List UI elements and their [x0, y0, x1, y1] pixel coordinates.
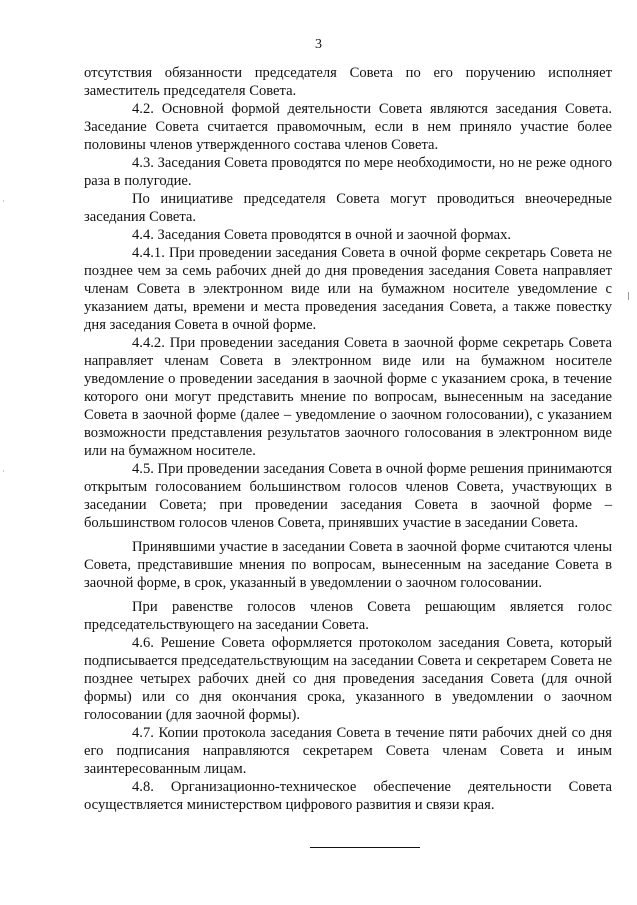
paragraph-4-4-1: 4.4.1. При проведении заседания Совета в очной форме секретарь Совета не позднее чем за семь рабочих дней до дня проведения заседания Совета направляет членам Совета в электронном виде или на бумажном носителе уведомление с указанием даты, времени и места проведения заседания Совета, а также повестку дня заседания Совета в очной форме.	[84, 245, 612, 333]
margin-scan-mark	[628, 292, 629, 300]
paragraph-4-4-2: 4.4.2. При проведении заседания Совета в заочной форме секретарь Совета направляет членам Совета в электронном виде или на бумажном носителе уведомление о проведении заседания в заочной форме с указанием срока, в течение которого они могут представить мнение по вопросам, вынесенным на заседание Совета в заочной форме (далее – уведомление о заочном голосовании), с указанием возможности представления результатов заочного голосования в электронном виде или на бумажном носителе.	[84, 335, 612, 459]
paragraph-4-7: 4.7. Копии протокола заседания Совета в течение пяти рабочих дней со дня его подписания направляются секретарем Совета членам Совета и иным заинтересованным лицам.	[84, 725, 612, 777]
paragraph-4-8: 4.8. Организационно-техническое обеспечение деятельности Совета осуществляется министерством цифрового развития и связи края.	[84, 779, 612, 813]
scan-edge-mark	[3, 200, 4, 202]
paragraph-tie-vote: При равенстве голосов членов Совета решающим является голос председательствующего на заседании Совета.	[84, 599, 612, 633]
paragraph-4-3: 4.3. Заседания Совета проводятся по мере необходимости, но не реже одного раза в полугодие.	[84, 155, 612, 189]
paragraph-extraordinary-meetings: По инициативе председателя Совета могут проводиться внеочередные заседания Совета.	[84, 191, 612, 225]
paragraph-4-5: 4.5. При проведении заседания Совета в очной форме решения принимаются открытым голосованием большинством голосов членов Совета, участвующих в заседании Совета; при проведении заседания Совета в заочной форме – большинством голосов членов Совета, принявших участие в заседании Совета.	[84, 461, 612, 531]
paragraph-4-6: 4.6. Решение Совета оформляется протоколом заседания Совета, который подписывается председательствующим на заседании Совета и секретарем Совета не позднее четырех рабочих дней со дня проведения заседания Совета (для очной формы) или со дня окончания срока, указанного в уведомлении о заочном голосовании (для заочной формы).	[84, 635, 612, 723]
paragraph-absentee-participants: Принявшими участие в заседании Совета в заочной форме считаются члены Совета, представившие мнения по вопросам, вынесенным на заседание Совета в заочной форме, в срок, указанный в уведомлении о заочном голосовании.	[84, 539, 612, 591]
document-body	[84, 64, 612, 814]
scan-edge-mark	[3, 470, 4, 472]
paragraph-4-2: 4.2. Основной формой деятельности Совета являются заседания Совета. Заседание Совета считается правомочным, если в нем приняло участие более половины членов утвержденного состава членов Совета.	[84, 101, 612, 153]
end-divider-line	[310, 847, 420, 848]
page-number: 3	[315, 37, 322, 52]
paragraph-continuation: отсутствия обязанности председателя Совета по его поручению исполняет заместитель председателя Совета.	[84, 65, 612, 99]
paragraph-4-4: 4.4. Заседания Совета проводятся в очной и заочной формах.	[132, 227, 512, 243]
